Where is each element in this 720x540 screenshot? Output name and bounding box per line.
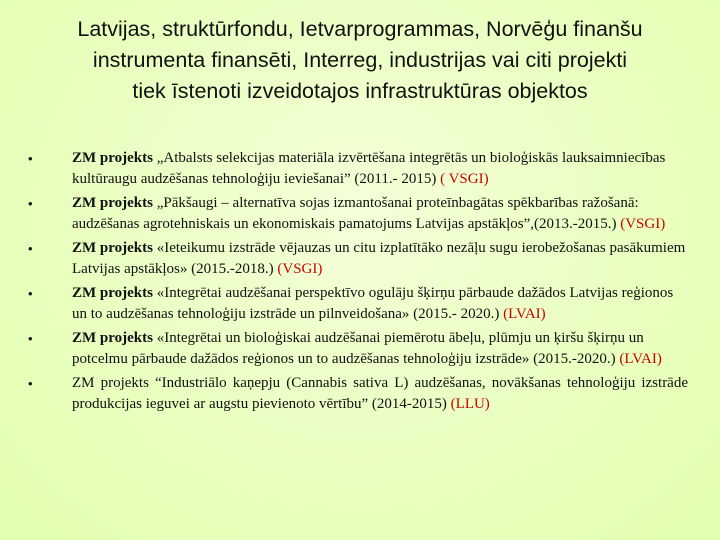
item-text: «Integrētai audzēšanai perspektīvo ogulāju šķirņu pārbaude dažādos Latvijas reģionos un to audzēšanas tehnoloģiju izstrāde un pilnveidošana» (2015.- 2020.) — [72, 285, 674, 322]
item-label: ZM projekts — [72, 240, 153, 256]
project-list — [28, 148, 688, 418]
item-label: ZM projekts — [72, 285, 153, 301]
item-org: (LVAI) — [619, 351, 662, 367]
item-text: „Atbalsts selekcijas materiāla izvērtēšana integrētās un bioloģiskās lauksaimniecības kultūraugu audzēšanas tehnoloģiju ieviešanai” (2011.- 2015) — [72, 150, 666, 187]
item-text: «Ieteikumu izstrāde vējauzas un citu izplatītāko nezāļu sugu ierobežošanas pasākumiem Latvijas apstākļos» (2015.-2018.) — [72, 240, 686, 277]
item-org: ( VSGI) — [440, 171, 489, 187]
item-org: (LVAI) — [503, 306, 546, 322]
item-text: ZM projekts “Industriālo kaņepju (Cannabis sativa L) audzēšanas, novākšanas tehnoloģiju izstrāde produkcijas ieguvei ar augstu pievienoto vērtību” (2014-2015) — [72, 375, 688, 412]
item-org: (VSGI) — [620, 216, 666, 232]
item-org: (VSGI) — [277, 261, 323, 277]
title-line-2: instrumenta finansēti, Interreg, industrijas vai citi projekti — [92, 48, 628, 72]
bullet-icon: • — [28, 241, 33, 256]
list-item — [28, 193, 688, 235]
title-line-1: Latvijas, struktūrfondu, Ietvarprogrammas, Norvēģu finanšu — [77, 17, 643, 41]
bullet-icon: • — [28, 376, 33, 391]
bullet-icon: • — [28, 286, 33, 301]
list-item — [28, 373, 688, 415]
list-item — [28, 328, 688, 370]
item-label: ZM projekts — [72, 195, 153, 211]
bullet-icon: • — [28, 196, 33, 211]
bullet-icon: • — [28, 331, 33, 346]
bullet-icon: • — [28, 151, 33, 166]
list-item — [28, 283, 688, 325]
item-label: ZM projekts — [72, 150, 153, 166]
list-item — [28, 148, 688, 190]
title-line-3: tiek īstenoti izveidotajos infrastruktūras objektos — [132, 79, 588, 103]
list-item — [28, 238, 688, 280]
item-org: (LLU) — [450, 396, 490, 412]
item-text: «Integrētai un bioloģiskai audzēšanai piemērotu ābeļu, plūmju un ķiršu šķirņu un potcelmu pārbaude dažādos reģionos un to audzēšanas tehnoloģiju izstrāde» (2015.-2020.) — [72, 330, 644, 367]
item-label: ZM projekts — [72, 330, 153, 346]
item-text: „Pākšaugi – alternatīva sojas izmantošanai proteīnbagātas spēkbarības ražošanā: audzēšanas agrotehniskais un ekonomiskais pamatojums Latvijas apstākļos”,(2013.-2015.) — [72, 195, 639, 232]
page-title — [20, 14, 700, 107]
